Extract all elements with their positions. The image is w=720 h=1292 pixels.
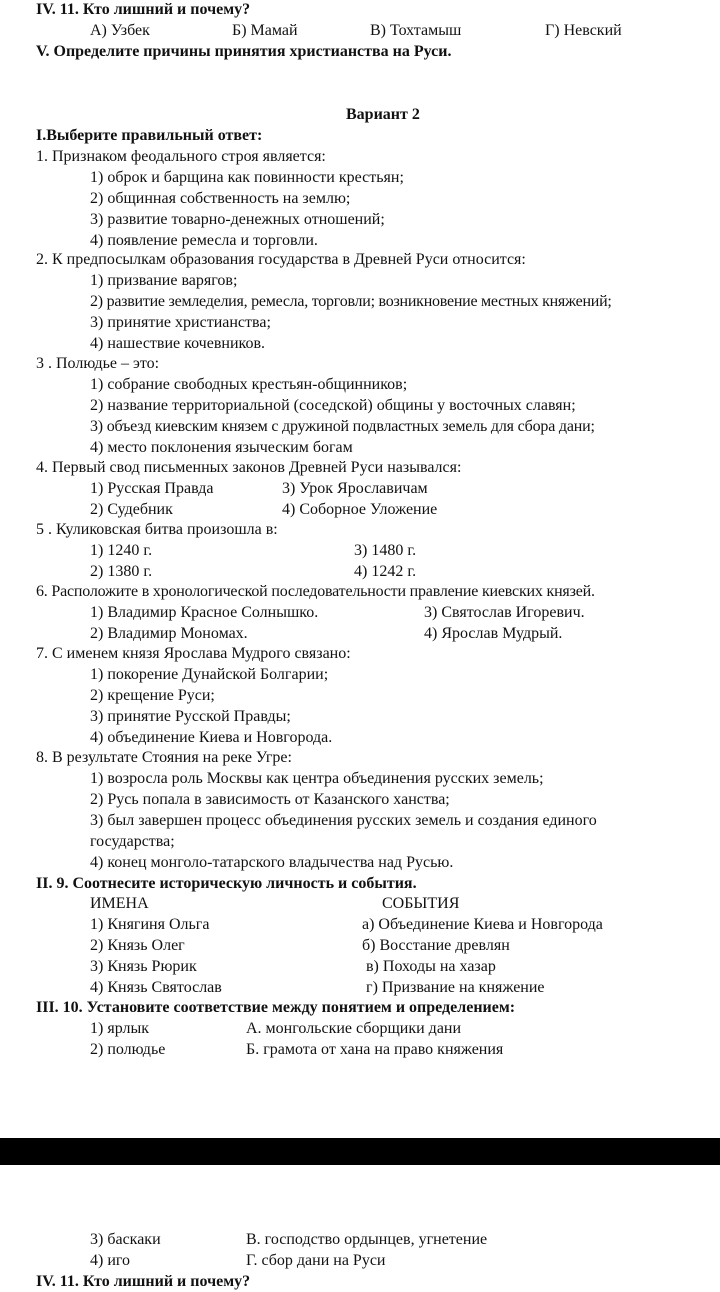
definition-item: А. монгольские сборщики дани: [246, 1020, 462, 1037]
variant-title: Вариант 2: [346, 106, 420, 123]
q8-option: 4) конец монголо-татарского владычества над Русью.: [90, 854, 454, 871]
q5-option: 1) 1240 г.: [90, 542, 153, 559]
q5-option: 3) 1480 г.: [354, 542, 417, 559]
question-4: 4. Первый свод письменных законов Древней Руси назывался:: [36, 459, 462, 476]
question-5: 5 . Куликовская битва произошла в:: [36, 521, 278, 538]
q3-option: 3) объезд киевским князем с дружиной подвластных земель для сбора дани;: [90, 418, 595, 435]
name-item: 4) Князь Святослав: [90, 979, 222, 996]
q6-option: 1) Владимир Красное Солнышко.: [90, 604, 319, 621]
question-11-title-cut: IV. 11. Кто лишний и почему?: [36, 1273, 251, 1290]
q3-option: 2) название территориальной (соседской) общины у восточных славян;: [90, 397, 576, 414]
q3-option: 1) собрание свободных крестьян-общинников;: [90, 376, 408, 393]
q1-option: 4) появление ремесла и торговли.: [90, 232, 318, 249]
q4-option: 2) Судебник: [90, 501, 173, 518]
q5-option: 2) 1380 г.: [90, 563, 153, 580]
q8-option-continued: государства;: [90, 833, 175, 850]
q4-option: 3) Урок Ярославичам: [282, 480, 428, 497]
q5-option: 4) 1242 г.: [354, 563, 417, 580]
q7-option: 3) принятие Русской Правды;: [90, 708, 291, 725]
q2-option: 4) нашествие кочевников.: [90, 335, 266, 352]
q7-option: 2) крещение Руси;: [90, 687, 215, 704]
term-item: 2) полюдье: [90, 1041, 166, 1058]
question-1: 1. Признаком феодального строя является:: [36, 148, 326, 165]
q4-option: 1) Русская Правда: [90, 480, 214, 497]
q6-option: 3) Святослав Игоревич.: [424, 604, 585, 621]
section-v-title: V. Определите причины принятия христианства на Руси.: [36, 43, 452, 60]
event-item: а) Объединение Киева и Новгорода: [362, 916, 603, 933]
q1-option: 2) общинная собственность на землю;: [90, 190, 351, 207]
option-b: Б) Мамай: [232, 22, 298, 39]
names-column-header: ИМЕНА: [90, 895, 149, 912]
events-column-header: СОБЫТИЯ: [382, 895, 460, 912]
q3-option: 4) место поклонения языческим богам: [90, 439, 353, 456]
part2-title: II. 9. Соотнесите историческую личность и события.: [36, 875, 417, 892]
question-8: 8. В результате Стояния на реке Угре:: [36, 749, 292, 766]
part1-title: I.Выберите правильный ответ:: [36, 127, 263, 144]
q2-option: 3) принятие христианства;: [90, 314, 271, 331]
event-item: в) Походы на хазар: [366, 958, 496, 975]
definition-item: В. господство ордынцев, угнетение: [246, 1231, 488, 1248]
q7-option: 4) объединение Киева и Новгорода.: [90, 729, 333, 746]
event-item: г) Призвание на княжение: [366, 979, 545, 996]
term-item: 4) иго: [90, 1252, 131, 1269]
option-a: А) Узбек: [90, 22, 150, 39]
question-11-title: IV. 11. Кто лишний и почему?: [36, 1, 251, 18]
q6-option: 2) Владимир Мономах.: [90, 625, 248, 642]
q4-option: 4) Соборное Уложение: [282, 501, 438, 518]
q1-option: 1) оброк и барщина как повинности крестьян;: [90, 169, 404, 186]
q8-option: 3) был завершен процесс объединения русских земель и создания единого: [90, 812, 597, 829]
definition-item: Г. сбор дани на Руси: [246, 1252, 386, 1269]
term-item: 1) ярлык: [90, 1020, 149, 1037]
name-item: 1) Княгиня Ольга: [90, 916, 210, 933]
q2-option: 2) развитие земледелия, ремесла, торговли; возникновение местных княжений;: [90, 293, 612, 310]
definition-item: Б. грамота от хана на право княжения: [246, 1041, 504, 1058]
black-divider-bar: [0, 1138, 720, 1165]
option-c: В) Тохтамыш: [370, 22, 462, 39]
question-2: 2. К предпосылкам образования государства в Древней Руси относится:: [36, 251, 526, 268]
name-item: 3) Князь Рюрик: [90, 958, 197, 975]
part3-title: III. 10. Установите соответствие между понятием и определением:: [36, 999, 516, 1016]
q7-option: 1) покорение Дунайской Болгарии;: [90, 666, 329, 683]
question-3: 3 . Полюдье – это:: [36, 355, 160, 372]
option-d: Г) Невский: [545, 22, 622, 39]
question-6: 6. Расположите в хронологической последовательности правление киевских князей.: [36, 583, 595, 600]
q8-option: 1) возросла роль Москвы как центра объединения русских земель;: [90, 770, 544, 787]
event-item: б) Восстание древлян: [362, 937, 510, 954]
q8-option: 2) Русь попала в зависимость от Казанского ханства;: [90, 791, 450, 808]
q1-option: 3) развитие товарно-денежных отношений;: [90, 211, 385, 228]
q6-option: 4) Ярослав Мудрый.: [424, 625, 563, 642]
question-7: 7. С именем князя Ярослава Мудрого связано:: [36, 645, 351, 662]
term-item: 3) баскаки: [90, 1231, 161, 1248]
name-item: 2) Князь Олег: [90, 937, 185, 954]
q2-option: 1) призвание варягов;: [90, 272, 238, 289]
